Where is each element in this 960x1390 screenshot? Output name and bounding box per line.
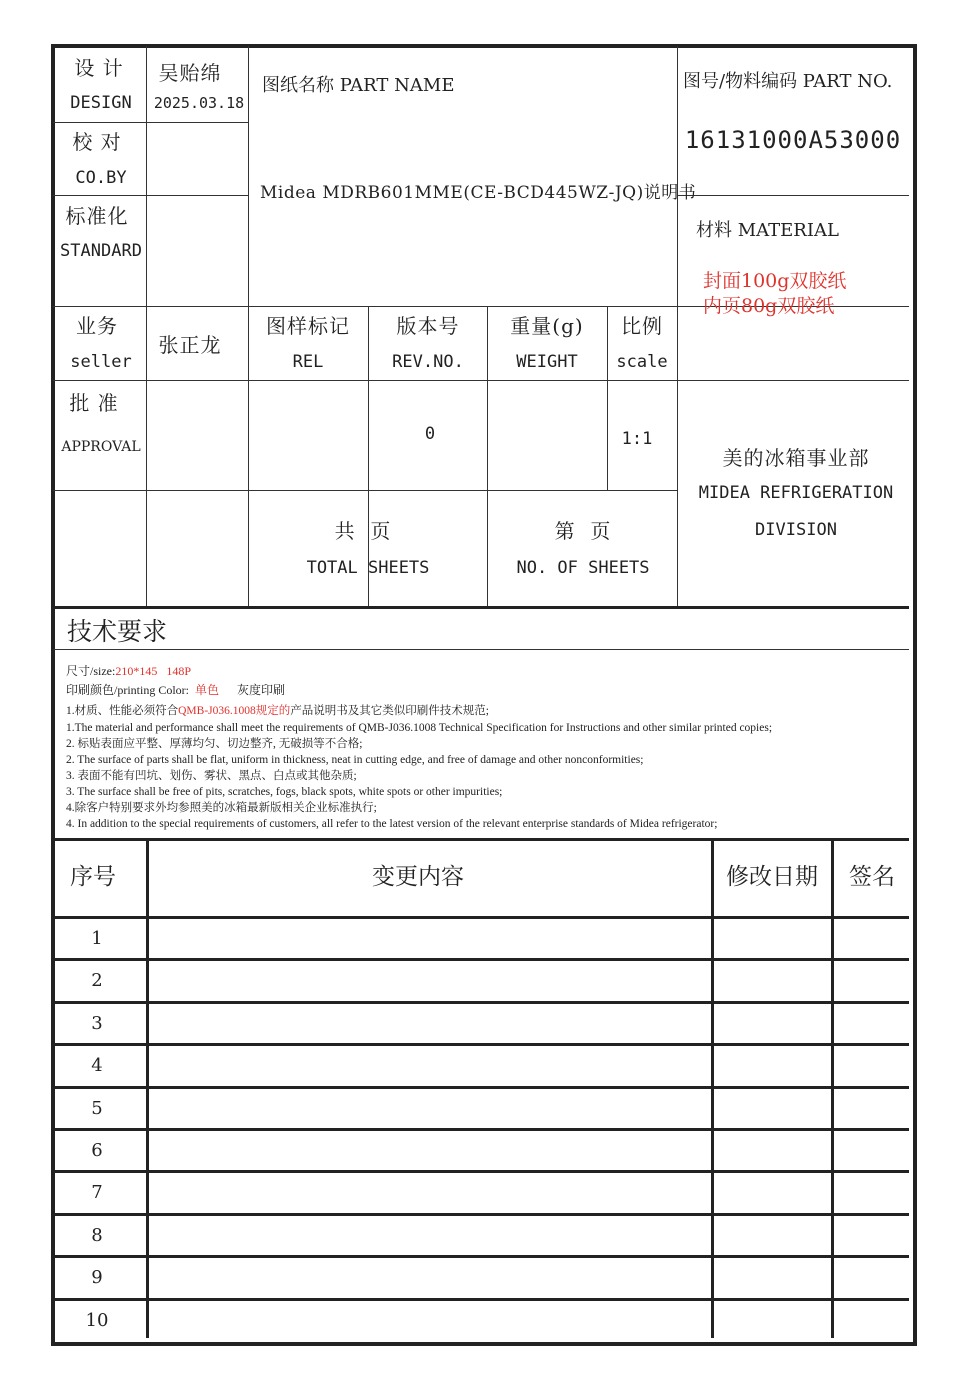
req1-cn-b: 产品说明书及其它类似印刷件技术规范; <box>290 705 489 717</box>
rel-label-cn: 图样标记 <box>266 314 350 338</box>
grid-line <box>677 195 909 196</box>
header-sign: 签名 <box>849 864 895 890</box>
division-en-1: MIDEA REFRIGERATION <box>698 483 894 503</box>
grid-line <box>53 1298 909 1301</box>
req1-cn-red: QMB-J036.1008规定的 <box>178 705 291 717</box>
grid-line <box>53 380 909 381</box>
grid-line <box>53 1128 909 1131</box>
rev-label-cn: 版本号 <box>396 314 460 338</box>
grid-line <box>53 838 909 841</box>
standard-label-en: STANDARD <box>60 241 142 261</box>
grid-line <box>53 958 909 961</box>
no-of-sheets-label-en: NO. OF SHEETS <box>516 558 650 578</box>
material-label: 材料 MATERIAL <box>696 220 839 241</box>
material-line-1: 封面100g双胶纸 <box>703 270 847 292</box>
grid-line <box>53 1170 909 1173</box>
color-extra: 灰度印刷 <box>237 683 286 697</box>
req4-en: 4. In addition to the special requirements of customers, all refer to the latest version of the relevant enterprise standards of Midea refrigerator; <box>66 818 718 830</box>
material-line-2: 内页80g双胶纸 <box>703 295 835 317</box>
header-date: 修改日期 <box>726 864 818 890</box>
approval-label-cn: 批 准 <box>69 391 119 415</box>
grid-line <box>53 1043 909 1046</box>
rel-label-en: REL <box>292 352 324 372</box>
row-number: 3 <box>91 1012 103 1034</box>
grid-line <box>487 306 488 606</box>
row-number: 5 <box>91 1097 103 1119</box>
grid-line <box>831 840 834 1338</box>
check-label-cn: 校 对 <box>72 130 122 154</box>
design-label-cn: 设 计 <box>74 56 124 80</box>
req1-cn-a: 1.材质、性能必须符合 <box>66 705 179 717</box>
seller-name: 张正龙 <box>158 333 222 357</box>
part-no-value: 16131000A53000 <box>684 126 902 154</box>
seller-label-cn: 业务 <box>76 314 118 338</box>
grid-line <box>53 916 909 919</box>
division-en-2: DIVISION <box>755 520 837 540</box>
color-line <box>66 684 285 696</box>
grid-line <box>53 1255 909 1258</box>
standard-label-cn: 标准化 <box>65 204 129 228</box>
grid-line <box>146 840 149 1338</box>
design-label-en: DESIGN <box>70 93 132 113</box>
rev-value: 0 <box>424 424 436 444</box>
tech-heading: 技术要求 <box>67 617 168 646</box>
grid-line <box>53 1086 909 1089</box>
header-seq: 序号 <box>70 864 116 890</box>
grid-line <box>711 840 714 1338</box>
row-number: 8 <box>91 1224 103 1246</box>
row-number: 4 <box>91 1055 103 1077</box>
row-number: 10 <box>85 1309 109 1331</box>
grid-line <box>53 195 248 196</box>
designer-name: 吴贻绵 <box>158 61 222 85</box>
row-number: 2 <box>91 970 103 992</box>
part-name-value: Midea MDRB601MME(CE-BCD445WZ-JQ)说明书 <box>260 183 697 203</box>
design-date: 2025.03.18 <box>153 94 245 112</box>
grid-line <box>53 606 909 609</box>
grid-line <box>248 46 249 606</box>
size-line <box>66 665 191 677</box>
no-of-sheets-label-cn: 第 页 <box>554 519 612 543</box>
req1-cn <box>66 706 489 718</box>
size-value: 210*145 148P <box>115 664 192 678</box>
color-value: 单色 <box>195 683 220 697</box>
size-label: 尺寸/size: <box>66 664 116 678</box>
grid-line <box>677 46 678 606</box>
header-content: 变更内容 <box>372 864 464 890</box>
grid-line <box>53 490 677 491</box>
grid-line <box>53 122 248 123</box>
req3-en: 3. The surface shall be free of pits, scratches, fogs, black spots, white spots or other impurities; <box>66 786 503 798</box>
total-sheets-label-cn: 共 页 <box>334 519 392 543</box>
scale-label-en: scale <box>616 352 668 372</box>
approval-label-en: APPROVAL <box>61 439 141 455</box>
part-name-label: 图纸名称 PART NAME <box>262 75 455 96</box>
total-sheets-label-en: TOTAL SHEETS <box>306 558 430 578</box>
grid-line <box>607 306 608 490</box>
grid-line <box>53 1001 909 1004</box>
grid-line <box>53 1213 909 1216</box>
scale-value: 1:1 <box>621 429 653 449</box>
weight-label-cn: 重量(g) <box>510 314 584 338</box>
req1-en: 1.The material and performance shall meet the requirements of QMB-J036.1008 Technical Specification for Instructions and other similar printed copies; <box>66 722 773 734</box>
row-number: 6 <box>91 1140 103 1161</box>
req2-en: 2. The surface of parts shall be flat, uniform in thickness, neat in cutting edge, and free of damage and other nonconformities; <box>66 754 644 766</box>
part-no-label: 图号/物料编码 PART NO. <box>683 71 893 92</box>
seller-label-en: seller <box>70 352 132 372</box>
row-number: 1 <box>91 928 103 949</box>
grid-line <box>146 46 147 606</box>
req3-cn: 3. 表面不能有凹坑、划伤、雾状、黑点、白点或其他杂质; <box>66 770 357 782</box>
scale-label-cn: 比例 <box>621 314 663 338</box>
check-label-en: CO.BY <box>75 168 127 188</box>
req4-cn: 4.除客户特别要求外均参照美的冰箱最新版相关企业标准执行; <box>66 802 377 814</box>
weight-label-en: WEIGHT <box>516 352 578 372</box>
row-number: 7 <box>91 1182 103 1204</box>
row-number: 9 <box>91 1267 103 1289</box>
color-label: 印刷颜色/printing Color: <box>66 683 190 697</box>
division-cn: 美的冰箱事业部 <box>722 446 870 470</box>
grid-line <box>53 649 909 650</box>
req2-cn: 2. 标贴表面应平整、厚薄均匀、切边整齐, 无破损等不合格; <box>66 738 363 750</box>
rev-label-en: REV.NO. <box>392 352 464 372</box>
